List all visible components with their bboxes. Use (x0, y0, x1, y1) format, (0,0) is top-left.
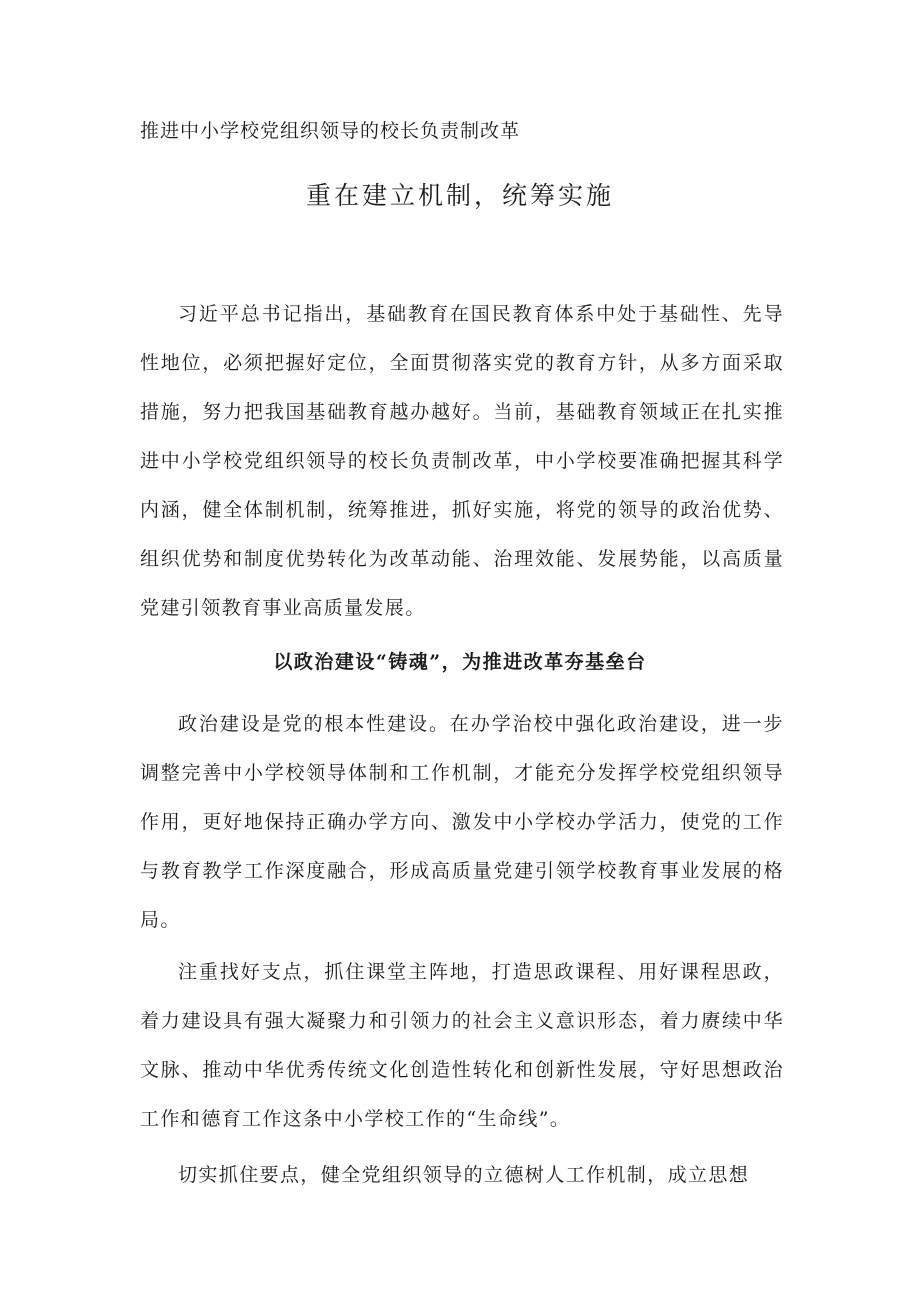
body-paragraph: 切实抓住要点，健全党组织领导的立德树人工作机制，成立思想 (178, 1164, 750, 1186)
document-title: 重在建立机制，统筹实施 (305, 181, 614, 210)
intro-paragraph: 习近平总书记指出，基础教育在国民教育体系中处于基础性、先导性地位，必须把握好定位，全面贯彻落实党的教育方针，从多方面采取措施，努力把我国基础教育越办越好。当前，基础教育领域正在扎实推进中小学校党组织领导的校长负责制改革，中小学校要准确把握其科学内涵，健全体制机制，统筹推进，抓好实施，将党的领导的政治优势、组织优势和制度优势转化为改革动能、治理效能、发展势能，以高质量党建引领教育事业高质量发展。 (140, 303, 784, 619)
body-paragraph: 政治建设是党的根本性建设。在办学治校中强化政治建设，进一步调整完善中小学校领导体制和工作机制，才能充分发挥学校党组织领导作用，更好地保持正确办学方向、激发中小学校办学活力，使党的工作与教育教学工作深度融合，形成高质量党建引领学校教育事业发展的格局。 (140, 713, 784, 931)
document-kicker: 推进中小学校党组织领导的校长负责制改革 (140, 120, 521, 142)
body-paragraph: 注重找好支点，抓住课堂主阵地，打造思政课程、用好课程思政，着力建设具有强大凝聚力和引领力的社会主义意识形态，着力赓续中华文脉、推动中华优秀传统文化创造性转化和创新性发展，守好思想政治工作和德育工作这条中小学校工作的“生命线”。 (140, 961, 784, 1130)
section-heading: 以政治建设“铸魂”，为推进改革夯基垒台 (273, 651, 647, 673)
